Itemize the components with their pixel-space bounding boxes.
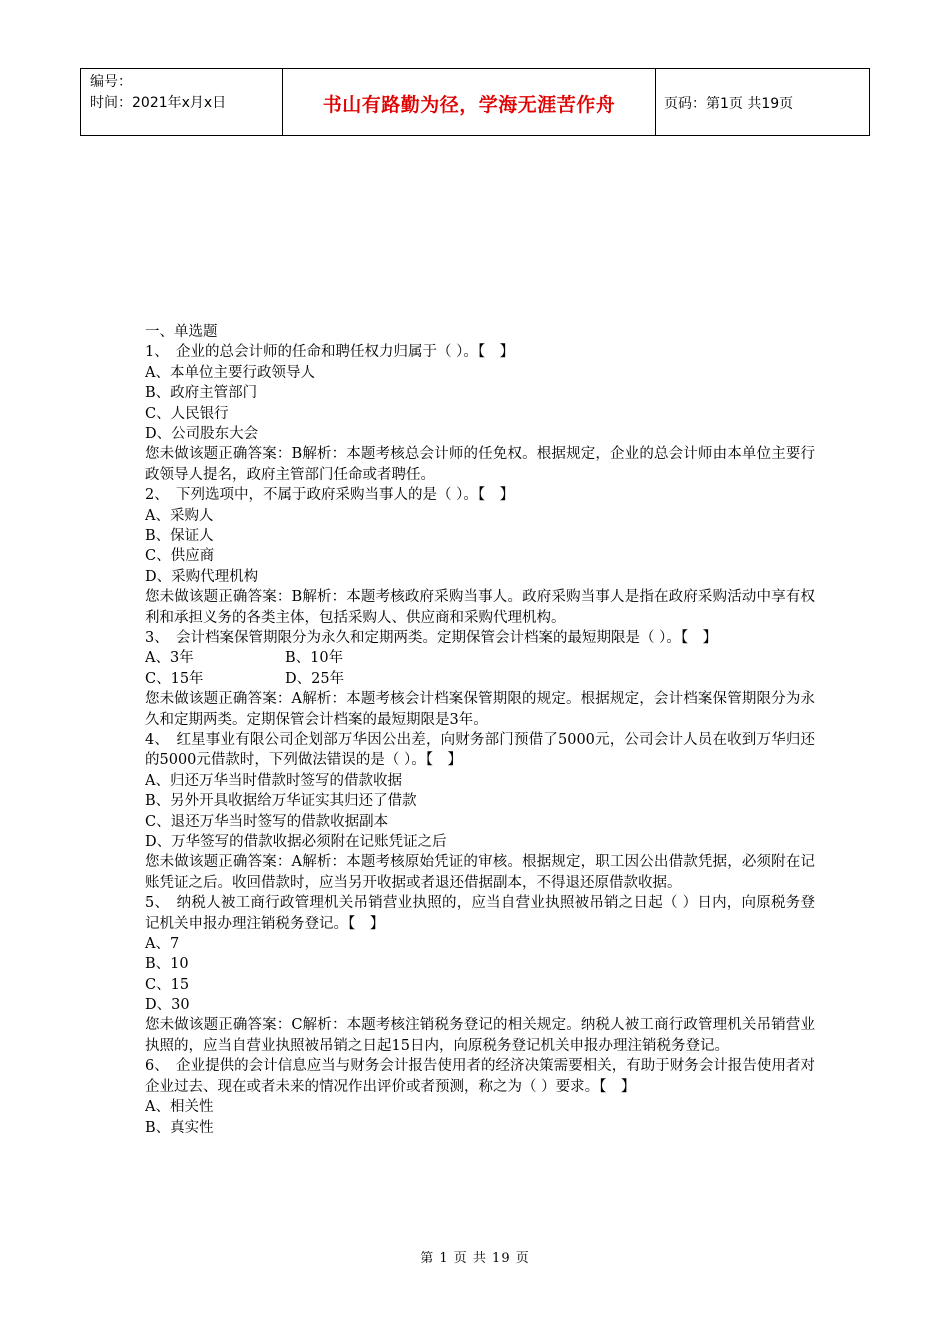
option-row [145, 669, 815, 689]
option-b: B、保证人 [145, 527, 214, 544]
option-d: D、30 [145, 997, 190, 1014]
answer-explanation: 您未做该题正确答案：B解析：本题考核政府采购当事人。政府采购当事人是指在政府采购活动中享有权利和承担义务的各类主体，包括采购人、供应商和采购代理机构。 [145, 589, 815, 626]
option-row [145, 648, 815, 668]
question-stem: 6、 企业提供的会计信息应当与财务会计报告使用者的经济决策需要相关，有助于财务会计报告使用者对企业过去、现在或者未来的情况作出评价或者预测，称之为（ ）要求。【 】 [145, 1058, 815, 1095]
option-c: C、人民银行 [145, 405, 229, 422]
page-info: 页码：第1页 共19页 [664, 96, 794, 112]
question-stem: 5、 纳税人被工商行政管理机关吊销营业执照的，应当自营业执照被吊销之日起（ ）日内，向原税务登记机关申报办理注销税务登记。【 】 [145, 895, 815, 932]
option-b: B、另外开具收据给万华证实其归还了借款 [145, 793, 417, 810]
section-title: 一、单选题 [145, 324, 218, 340]
option-a: A、3年 [145, 650, 194, 667]
option-d: D、采购代理机构 [145, 568, 259, 585]
option-c: C、15年 [145, 670, 204, 687]
option-c: C、15 [145, 976, 190, 993]
header-divider [655, 69, 656, 135]
motto: 书山有路勤为径，学海无涯苦作舟 [322, 94, 616, 116]
option-d: D、25年 [285, 670, 345, 687]
time-label: 时间：2021年x月x日 [90, 95, 227, 111]
option-c: C、供应商 [145, 548, 215, 565]
option-d: D、公司股东大会 [145, 425, 259, 442]
option-b: B、政府主管部门 [145, 385, 258, 402]
question-stem: 2、 下列选项中，不属于政府采购当事人的是（ ）。【 】 [145, 487, 515, 504]
header-bottom-rule [80, 135, 870, 136]
question-stem: 4、 红星事业有限公司企划部万华因公出差，向财务部门预借了5000元，公司会计人员在收到万华归还的5000元借款时，下列做法错误的是（ ）。【 】 [145, 731, 815, 769]
header-divider [869, 69, 870, 135]
question-stem: 3、 会计档案保管期限分为永久和定期两类。定期保管会计档案的最短期限是（ ）。【 】 [145, 629, 718, 646]
code-label: 编号： [90, 74, 132, 90]
page-footer: 第 1 页 共 19 页 [420, 1251, 530, 1266]
header-divider [282, 69, 283, 135]
option-a: A、归还万华当时借款时签写的借款收据 [145, 772, 402, 789]
option-a: A、采购人 [145, 507, 214, 524]
option-b: B、真实性 [145, 1119, 214, 1136]
answer-explanation: 您未做该题正确答案：C解析：本题考核注销税务登记的相关规定。纳税人被工商行政管理机关吊销营业执照的，应当自营业执照被吊销之日起15日内，向原税务登记机关申报办理注销税务登记。 [145, 1017, 815, 1054]
option-b: B、10 [145, 956, 189, 973]
answer-explanation: 您未做该题正确答案：A解析：本题考核原始凭证的审核。根据规定，职工因公出借款凭据，必须附在记账凭证之后。收回借款时，应当另开收据或者退还借据副本，不得退还原借款收据。 [145, 854, 815, 891]
header-top-rule [80, 68, 870, 69]
question-list [145, 322, 815, 1138]
option-b: B、10年 [285, 650, 344, 667]
option-a: A、相关性 [145, 1099, 214, 1116]
option-d: D、万华签写的借款收据必须附在记账凭证之后 [145, 833, 447, 850]
answer-explanation: 您未做该题正确答案：A解析：本题考核会计档案保管期限的规定。根据规定，会计档案保管期限分为永久和定期两类。定期保管会计档案的最短期限是3年。 [145, 691, 815, 728]
option-c: C、退还万华当时签写的借款收据副本 [145, 813, 389, 830]
header-divider [80, 69, 81, 135]
option-a: A、本单位主要行政领导人 [145, 364, 315, 381]
header-meta [90, 72, 275, 114]
option-a: A、7 [145, 935, 180, 952]
question-stem: 1、 企业的总会计师的任命和聘任权力归属于（ ）。【 】 [145, 344, 515, 361]
answer-explanation: 您未做该题正确答案：B解析：本题考核总会计师的任免权。根据规定，企业的总会计师由本单位主要行政领导人提名，政府主管部门任命或者聘任。 [145, 446, 815, 483]
